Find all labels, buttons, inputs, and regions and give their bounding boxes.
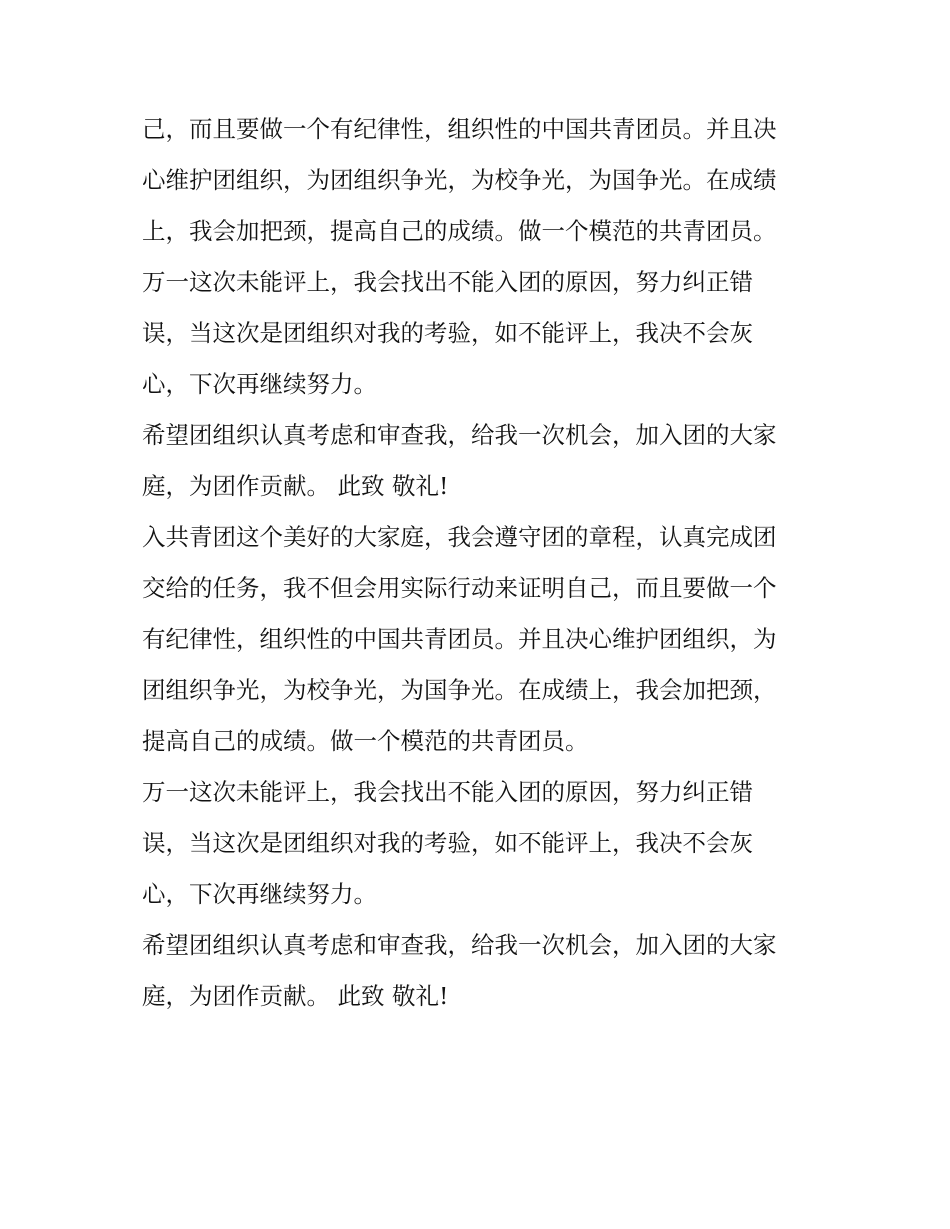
text-line: 希望团组织认真考虑和审查我，给我一次机会，加入团的大家 [142, 421, 777, 449]
text-line: 心维护团组织，为团组织争光，为校争光，为国争光。在成绩 [142, 166, 777, 194]
text-line: 己，而且要做一个有纪律性，组织性的中国共青团员。并且决 [142, 115, 777, 143]
text-line: 庭，为团作贡献。 此致 敬礼! [142, 472, 449, 500]
text-line: 误，当这次是团组织对我的考验，如不能评上，我决不会灰 [142, 319, 753, 347]
text-line: 团组织争光，为校争光，为国争光。在成绩上，我会加把颈， [142, 676, 777, 704]
text-line: 心，下次再继续努力。 [142, 880, 377, 908]
document-body [142, 104, 822, 1022]
text-line: 误，当这次是团组织对我的考验，如不能评上，我决不会灰 [142, 829, 753, 857]
text-line: 万一这次未能评上，我会找出不能入团的原因，努力纠正错 [142, 268, 753, 296]
text-line: 交给的任务，我不但会用实际行动来证明自己，而且要做一个 [142, 574, 777, 602]
text-line: 万一这次未能评上，我会找出不能入团的原因，努力纠正错 [142, 778, 753, 806]
text-line: 有纪律性，组织性的中国共青团员。并且决心维护团组织，为 [142, 625, 777, 653]
text-line: 心，下次再继续努力。 [142, 370, 377, 398]
text-line: 庭，为团作贡献。 此致 敬礼! [142, 982, 449, 1010]
text-line: 希望团组织认真考虑和审查我，给我一次机会，加入团的大家 [142, 931, 777, 959]
text-line: 提高自己的成绩。做一个模范的共青团员。 [142, 727, 589, 755]
text-line: 入共青团这个美好的大家庭，我会遵守团的章程，认真完成团 [142, 523, 777, 551]
text-line: 上，我会加把颈，提高自己的成绩。做一个模范的共青团员。 [142, 217, 777, 245]
